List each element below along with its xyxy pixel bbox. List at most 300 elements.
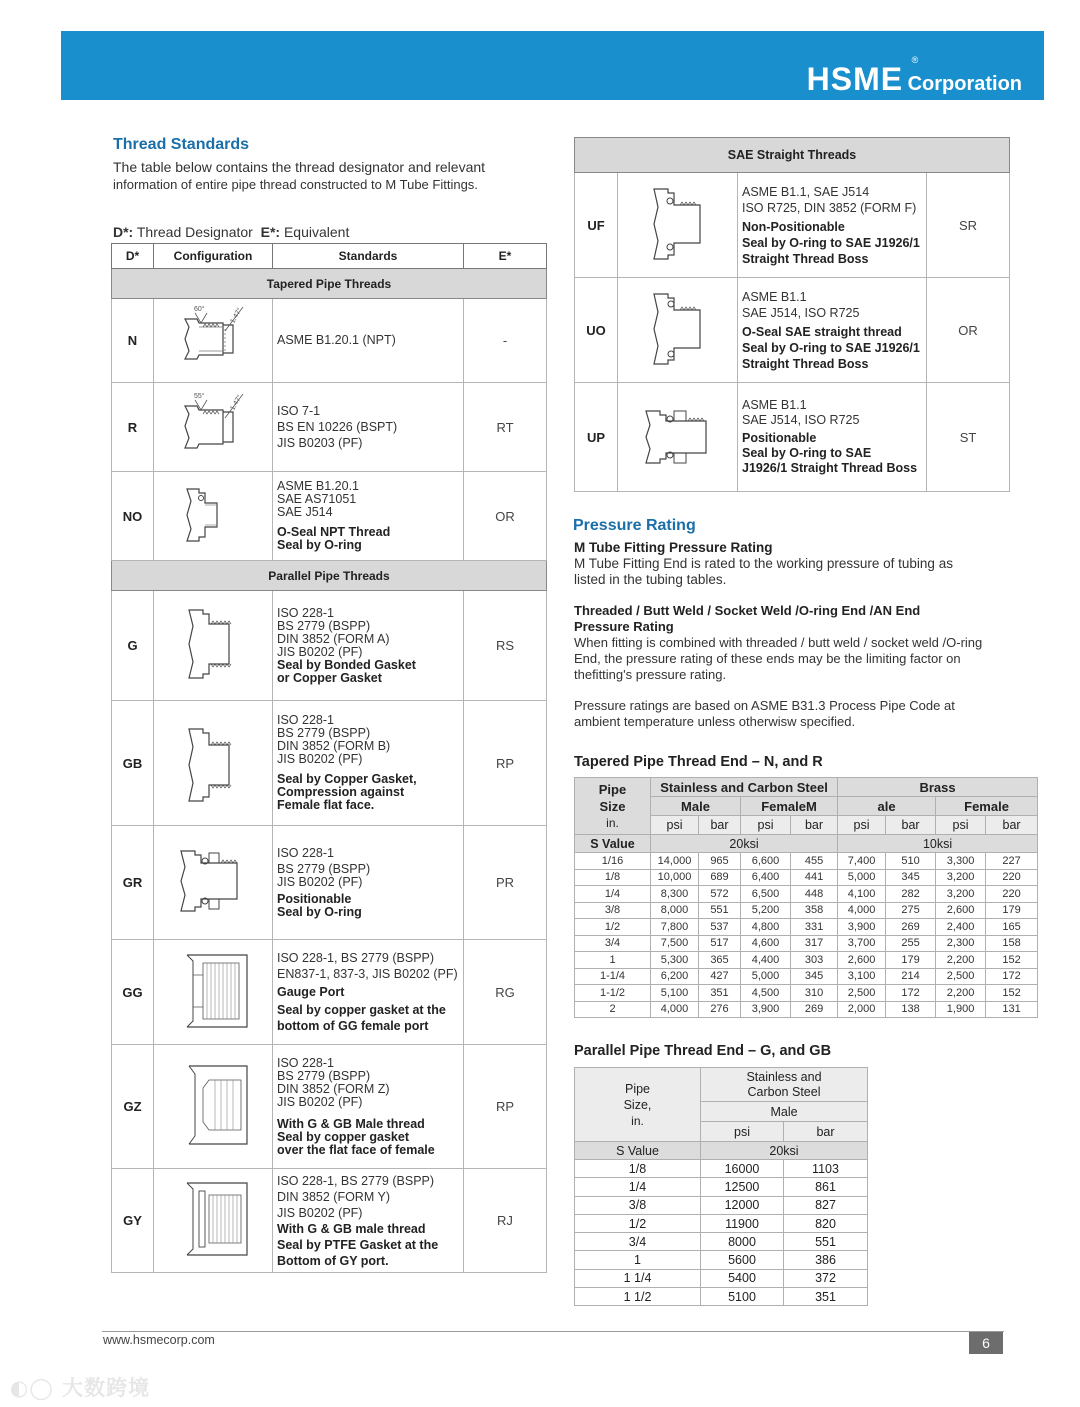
config-drawing xyxy=(154,591,273,701)
table-cell: 4,500 xyxy=(741,985,791,1002)
table-cell: 345 xyxy=(791,968,838,985)
designator: GZ xyxy=(112,1045,154,1169)
standards xyxy=(738,278,927,383)
table-cell: 5,100 xyxy=(651,985,699,1002)
table-cell: 2,200 xyxy=(936,952,986,969)
table-cell: 275 xyxy=(886,902,936,919)
table-cell: 8,300 xyxy=(651,886,699,903)
standards xyxy=(738,173,927,278)
table-row xyxy=(575,278,1010,383)
standard-note: bottom of GG female port xyxy=(277,1019,429,1033)
gg-port-drawing xyxy=(163,945,263,1037)
table-cell: 7,500 xyxy=(651,935,699,952)
designator: R xyxy=(112,383,154,472)
group-line: Carbon Steel xyxy=(747,1084,821,1099)
unit-header: psi xyxy=(651,816,699,835)
table-row xyxy=(112,826,547,940)
table-row xyxy=(112,701,547,826)
config-drawing xyxy=(154,826,273,940)
legend-val-e: Equivalent xyxy=(280,224,350,240)
table-cell: 537 xyxy=(699,919,741,936)
table-cell: 3/8 xyxy=(575,1196,701,1214)
s-value-label: S Value xyxy=(575,1142,701,1160)
equivalent: PR xyxy=(464,826,547,940)
table-cell: 8000 xyxy=(701,1233,784,1251)
watermark-icon: ◐◯ xyxy=(10,1376,54,1400)
table-cell: 3,900 xyxy=(838,919,886,936)
table-cell: 358 xyxy=(791,902,838,919)
standard-line: JIS B0202 (PF) xyxy=(277,752,363,766)
table-cell: 152 xyxy=(986,985,1038,1002)
config-drawing xyxy=(154,1169,273,1273)
standard-note: Seal by Copper Gasket, xyxy=(277,772,417,786)
equivalent: OR xyxy=(464,472,547,561)
table-row xyxy=(575,935,1038,952)
watermark xyxy=(10,1372,150,1402)
standard-note: or Copper Gasket xyxy=(277,670,382,685)
table-cell: 8,000 xyxy=(651,902,699,919)
legend-key-d: D*: xyxy=(113,224,134,240)
equivalent: RS xyxy=(464,591,547,701)
unit-header: bar xyxy=(791,816,838,835)
table-row xyxy=(575,985,1038,1002)
table-header-row xyxy=(112,244,547,269)
table-cell: 220 xyxy=(986,869,1038,886)
col-header: Standards xyxy=(273,244,464,269)
parallel-table-title: Parallel Pipe Thread End – G, and GB xyxy=(574,1043,832,1059)
pressure-subtitle-1: M Tube Fitting Pressure Rating xyxy=(574,540,773,555)
config-drawing xyxy=(154,940,273,1045)
sae-title: SAE Straight Threads xyxy=(575,138,1010,173)
pressure-paragraph-2b: End, the pressure rating of these ends may be the limiting factor on xyxy=(574,651,961,666)
table-cell: 282 xyxy=(886,886,936,903)
table-cell: 5,000 xyxy=(741,968,791,985)
table-cell: 5,300 xyxy=(651,952,699,969)
table-cell: 1-1/4 xyxy=(575,968,651,985)
table-row xyxy=(575,1288,868,1306)
table-header-row xyxy=(575,778,1038,797)
footer-url[interactable]: www.hsmecorp.com xyxy=(103,1333,215,1347)
group-header: Brass xyxy=(838,778,1038,797)
table-cell: 3/4 xyxy=(575,935,651,952)
table-cell: 689 xyxy=(699,869,741,886)
equivalent: RJ xyxy=(464,1169,547,1273)
table-cell: 6,500 xyxy=(741,886,791,903)
equivalent: RP xyxy=(464,701,547,826)
pressure-rating-text xyxy=(574,540,1014,730)
standard-line: JIS B0202 (PF) xyxy=(277,1094,363,1109)
equivalent: ST xyxy=(927,383,1010,492)
standard-note: With G & GB Male thread xyxy=(277,1116,425,1131)
table-cell: 1,900 xyxy=(936,1001,986,1018)
equivalent: RG xyxy=(464,940,547,1045)
table-cell: 1/2 xyxy=(575,919,651,936)
standard-note: Bottom of GY port. xyxy=(277,1253,389,1268)
table-cell: 1/16 xyxy=(575,853,651,870)
config-drawing xyxy=(154,472,273,561)
section-row xyxy=(112,561,547,591)
table-cell: 6,600 xyxy=(741,853,791,870)
config-drawing xyxy=(154,299,273,383)
table-cell: 427 xyxy=(699,968,741,985)
standard-line: ASME B1.1 xyxy=(742,398,807,412)
table-row xyxy=(575,1251,868,1269)
table-cell: 820 xyxy=(784,1214,868,1232)
standards xyxy=(273,472,464,561)
col-header: Configuration xyxy=(154,244,273,269)
standard-note: O-Seal NPT Thread xyxy=(277,525,391,539)
config-drawing xyxy=(154,1045,273,1169)
designator: UF xyxy=(575,173,618,278)
table-cell: 4,800 xyxy=(741,919,791,936)
unit-header: bar xyxy=(986,816,1038,835)
table-header-row xyxy=(575,1068,868,1102)
table-cell: 4,600 xyxy=(741,935,791,952)
gz-port-drawing xyxy=(163,1050,263,1160)
table-cell: 2,300 xyxy=(936,935,986,952)
table-cell: 351 xyxy=(784,1288,868,1306)
tapered-table-body xyxy=(575,853,1038,1018)
table-cell: 510 xyxy=(886,853,936,870)
table-row xyxy=(575,919,1038,936)
section-tapered: Tapered Pipe Threads xyxy=(112,269,547,299)
table-cell: 4,000 xyxy=(838,902,886,919)
angle-label: 60° xyxy=(194,306,205,313)
table-cell: 317 xyxy=(791,935,838,952)
equivalent: RT xyxy=(464,383,547,472)
group-header xyxy=(701,1068,868,1102)
standards xyxy=(273,701,464,826)
table-cell: 455 xyxy=(791,853,838,870)
table-row xyxy=(575,1196,868,1214)
standard-note: Positionable xyxy=(742,431,817,445)
table-row xyxy=(112,299,547,383)
standard-note: Seal by Bonded Gasket xyxy=(277,657,416,672)
table-cell: 441 xyxy=(791,869,838,886)
standard-line: SAE AS71051 xyxy=(277,492,357,506)
standards xyxy=(273,591,464,701)
intro-line-1: The table below contains the thread designator and relevant xyxy=(113,159,486,175)
table-row xyxy=(575,1214,868,1232)
table-cell: 3/8 xyxy=(575,902,651,919)
table-row xyxy=(575,383,1010,492)
brand-sub: Corporation xyxy=(907,73,1022,95)
gr-fitting-drawing xyxy=(163,831,263,931)
page-number: 6 xyxy=(969,1332,1003,1354)
table-cell: 386 xyxy=(784,1251,868,1269)
watermark-text: 大数跨境 xyxy=(62,1376,151,1400)
table-row xyxy=(112,1045,547,1169)
table-cell: 2,000 xyxy=(838,1001,886,1018)
standard-line: DIN 3852 (FORM Z) xyxy=(277,1081,390,1096)
table-cell: 2 xyxy=(575,1001,651,1018)
table-row xyxy=(575,869,1038,886)
designator: GR xyxy=(112,826,154,940)
table-cell: 551 xyxy=(699,902,741,919)
designator: GB xyxy=(112,701,154,826)
table-cell: 351 xyxy=(699,985,741,1002)
group-line: Stainless and xyxy=(746,1069,822,1084)
table-cell: 6,400 xyxy=(741,869,791,886)
unit-header: psi xyxy=(838,816,886,835)
equivalent: - xyxy=(464,299,547,383)
pipe-size-header xyxy=(575,778,651,835)
s-value-row xyxy=(575,1142,868,1160)
table-cell: 2,400 xyxy=(936,919,986,936)
table-cell: 5400 xyxy=(701,1269,784,1287)
table-cell: 1 xyxy=(575,952,651,969)
standard-note: Straight Thread Boss xyxy=(742,356,869,371)
designator: GG xyxy=(112,940,154,1045)
legend xyxy=(113,224,349,240)
uf-fitting-drawing xyxy=(628,179,728,269)
standard-line: ISO 228-1 xyxy=(277,1055,334,1070)
pressure-paragraph-2: When fitting is combined with threaded / butt weld / socket weld /O-ring xyxy=(574,635,983,650)
table-cell: 7,800 xyxy=(651,919,699,936)
standard-line: DIN 3852 (FORM A) xyxy=(277,631,390,646)
table-cell: 1-1/2 xyxy=(575,985,651,1002)
pressure-paragraph-2c: thefitting's pressure rating. xyxy=(574,667,727,682)
thread-standards-table xyxy=(111,243,547,1273)
table-row xyxy=(112,1169,547,1273)
standards xyxy=(273,1045,464,1169)
table-row xyxy=(112,472,547,561)
standard-note: Seal by O-ring to SAE J1926/1 xyxy=(742,235,920,250)
brand-main: HSME xyxy=(806,61,904,97)
table-cell: 1/4 xyxy=(575,886,651,903)
table-cell: 551 xyxy=(784,1233,868,1251)
table-cell: 861 xyxy=(784,1178,868,1196)
npt-fitting-drawing xyxy=(163,301,263,377)
table-cell: 1/8 xyxy=(575,1160,701,1178)
table-cell: 172 xyxy=(886,985,936,1002)
gy-port-drawing xyxy=(163,1173,263,1265)
table-cell: 269 xyxy=(886,919,936,936)
table-row xyxy=(112,591,547,701)
s-value-label: S Value xyxy=(575,835,651,853)
o-seal-npt-drawing xyxy=(163,475,263,555)
table-cell: 1 1/2 xyxy=(575,1288,701,1306)
unit-header: psi xyxy=(701,1122,784,1142)
config-drawing xyxy=(618,278,738,383)
standards xyxy=(273,1169,464,1273)
table-row xyxy=(575,853,1038,870)
table-cell: 227 xyxy=(986,853,1038,870)
standard-note: Positionable xyxy=(277,891,352,906)
standard-line: ASME B1.20.1 xyxy=(277,479,359,493)
table-cell: 131 xyxy=(986,1001,1038,1018)
table-cell: 2,600 xyxy=(838,952,886,969)
section-parallel: Parallel Pipe Threads xyxy=(112,561,547,591)
standard-line: ISO 7-1 xyxy=(277,403,321,418)
standard-note: Gauge Port xyxy=(277,985,345,999)
equivalent: SR xyxy=(927,173,1010,278)
standard-note: Seal by O-ring to SAE J1926/1 xyxy=(742,340,920,355)
standards xyxy=(738,383,927,492)
table-row xyxy=(575,1269,868,1287)
table-cell: 12500 xyxy=(701,1178,784,1196)
table-cell: 2,500 xyxy=(838,985,886,1002)
table-cell: 179 xyxy=(886,952,936,969)
sub-header: ale xyxy=(838,797,936,816)
equivalent: RP xyxy=(464,1045,547,1169)
angle-label: 55° xyxy=(194,392,205,400)
pressure-rating-title: Pressure Rating xyxy=(573,517,696,534)
unit-header: bar xyxy=(699,816,741,835)
brand-logo xyxy=(806,55,1022,98)
taper-label: 1.47° xyxy=(229,393,244,412)
g-fitting-drawing xyxy=(163,596,263,692)
group-header: Stainless and Carbon Steel xyxy=(651,778,838,797)
table-cell: 2,500 xyxy=(936,968,986,985)
standard-note: Seal by PTFE Gasket at the xyxy=(277,1237,439,1252)
pipe-label: Pipe xyxy=(598,781,627,797)
s-value-row xyxy=(575,835,1038,853)
config-drawing xyxy=(154,383,273,472)
standard-line: SAE J514 xyxy=(277,505,333,519)
equivalent: OR xyxy=(927,278,1010,383)
tapered-pressure-table xyxy=(574,777,1038,1018)
table-cell: 1/4 xyxy=(575,1178,701,1196)
standard-line: BS 2779 (BSPP) xyxy=(277,618,371,633)
table-cell: 3,200 xyxy=(936,869,986,886)
table-row xyxy=(112,383,547,472)
table-cell: 3,900 xyxy=(741,1001,791,1018)
standard-line: JIS B0203 (PF) xyxy=(277,435,363,450)
table-row xyxy=(112,940,547,1045)
standard-note: over the flat face of female xyxy=(277,1142,435,1157)
table-cell: 269 xyxy=(791,1001,838,1018)
standard-line: BS EN 10226 (BSPT) xyxy=(277,419,398,434)
unit-header: psi xyxy=(936,816,986,835)
uo-fitting-drawing xyxy=(628,284,728,374)
standard-line: BS 2779 (BSPP) xyxy=(277,1068,371,1083)
table-cell: 2,600 xyxy=(936,902,986,919)
table-cell: 572 xyxy=(699,886,741,903)
standard-line: ISO 228-1 xyxy=(277,845,334,860)
pipe-label: Pipe xyxy=(624,1081,651,1096)
table-cell: 16000 xyxy=(701,1160,784,1178)
table-cell: 1/2 xyxy=(575,1214,701,1232)
table-row xyxy=(575,173,1010,278)
pipe-size-header xyxy=(575,1068,701,1142)
standard-line: ISO 228-1, BS 2779 (BSPP) xyxy=(277,1173,435,1188)
table-cell: 158 xyxy=(986,935,1038,952)
pressure-paragraph-1: M Tube Fitting End is rated to the working pressure of tubing as xyxy=(574,556,953,571)
standard-line: EN837-1, 837-3, JIS B0202 (PF) xyxy=(277,967,458,981)
table-cell: 345 xyxy=(886,869,936,886)
s-value: 10ksi xyxy=(838,835,1038,853)
table-row xyxy=(575,1001,1038,1018)
standard-line: DIN 3852 (FORM Y) xyxy=(277,1189,390,1204)
pressure-paragraph-3: Pressure ratings are based on ASME B31.3 Process Pipe Code at xyxy=(574,698,955,713)
standard-note: O-Seal SAE straight thread xyxy=(742,324,902,339)
standard-line: SAE J514, ISO R725 xyxy=(742,305,860,320)
standard-note: Non-Positionable xyxy=(742,219,845,234)
footer-divider xyxy=(102,1331,1004,1332)
sub-header: Male xyxy=(701,1102,868,1122)
table-row xyxy=(575,1233,868,1251)
sub-header: Female xyxy=(936,797,1038,816)
table-cell: 365 xyxy=(699,952,741,969)
s-value: 20ksi xyxy=(651,835,838,853)
table-cell: 138 xyxy=(886,1001,936,1018)
table-cell: 255 xyxy=(886,935,936,952)
table-cell: 152 xyxy=(986,952,1038,969)
unit-label: in. xyxy=(606,815,619,830)
designator: UP xyxy=(575,383,618,492)
table-cell: 4,400 xyxy=(741,952,791,969)
table-cell: 965 xyxy=(699,853,741,870)
parallel-pressure-table xyxy=(574,1067,868,1306)
standard-note: Seal by copper gasket at the xyxy=(277,1003,446,1017)
sub-header: FemaleM xyxy=(741,797,838,816)
table-cell: 165 xyxy=(986,919,1038,936)
table-cell: 5,000 xyxy=(838,869,886,886)
table-cell: 10,000 xyxy=(651,869,699,886)
designator: NO xyxy=(112,472,154,561)
thread-standards-title: Thread Standards xyxy=(113,136,250,153)
table-row xyxy=(575,952,1038,969)
standards xyxy=(273,826,464,940)
legend-val-d: Thread Designator xyxy=(133,224,261,240)
table-cell: 3,300 xyxy=(936,853,986,870)
sae-straight-threads-table xyxy=(574,137,1010,492)
config-drawing xyxy=(154,701,273,826)
table-cell: 4,100 xyxy=(838,886,886,903)
table-cell: 11900 xyxy=(701,1214,784,1232)
standard-line: ISO R725, DIN 3852 (FORM F) xyxy=(742,200,917,215)
table-cell: 6,200 xyxy=(651,968,699,985)
pressure-subtitle-2: Threaded / Butt Weld / Socket Weld /O-ring End /AN End xyxy=(574,603,921,618)
designator: G xyxy=(112,591,154,701)
standards xyxy=(273,299,464,383)
standard-line: BS 2779 (BSPP) xyxy=(277,726,371,740)
table-cell: 3,100 xyxy=(838,968,886,985)
col-header: D* xyxy=(112,244,154,269)
size-label: Size xyxy=(599,798,626,814)
parallel-table-body xyxy=(575,1160,868,1306)
standard-line: ISO 228-1, BS 2779 (BSPP) xyxy=(277,951,435,965)
table-row xyxy=(575,902,1038,919)
config-drawing xyxy=(618,383,738,492)
standard-note: With G & GB male thread xyxy=(277,1221,426,1236)
up-fitting-drawing xyxy=(628,391,728,481)
table-cell: 5,200 xyxy=(741,902,791,919)
registered-mark: ® xyxy=(911,55,919,65)
s-value: 20ksi xyxy=(701,1142,868,1160)
legend-key-e: E*: xyxy=(260,224,281,240)
table-cell: 4,000 xyxy=(651,1001,699,1018)
section-row xyxy=(112,269,547,299)
bspt-fitting-drawing xyxy=(163,386,263,466)
pressure-subtitle-2b: Pressure Rating xyxy=(574,619,674,634)
section-row xyxy=(575,138,1010,173)
standard-line: JIS B0202 (PF) xyxy=(277,874,363,889)
standard-note: Female flat face. xyxy=(277,798,375,812)
standard-line: ASME B1.1 xyxy=(742,289,807,304)
unit-header: bar xyxy=(784,1122,868,1142)
table-cell: 5600 xyxy=(701,1251,784,1269)
table-cell: 2,200 xyxy=(936,985,986,1002)
standard-note: Straight Thread Boss xyxy=(742,251,869,266)
table-cell: 276 xyxy=(699,1001,741,1018)
taper-label: 1.47° xyxy=(229,306,244,325)
config-drawing xyxy=(618,173,738,278)
pressure-paragraph-1b: listed in the tubing tables. xyxy=(574,572,727,587)
table-cell: 12000 xyxy=(701,1196,784,1214)
table-cell: 303 xyxy=(791,952,838,969)
